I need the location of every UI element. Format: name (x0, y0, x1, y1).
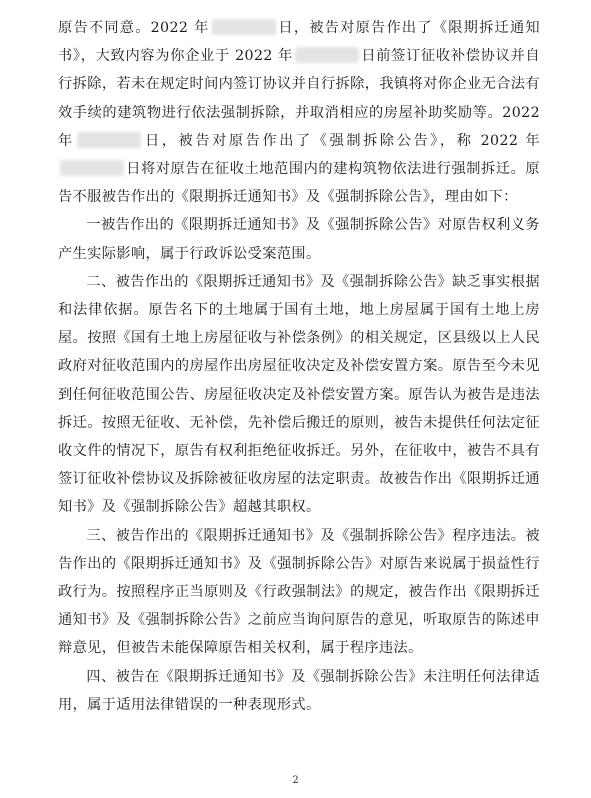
paragraph-point-four: 四、被告在《限期拆迁通知书》及《强制拆除公告》未注明任何法律适用，属于适用法律错误的一种表现形式。 (58, 668, 540, 713)
paragraph-point-two: 二、被告作出的《限期拆迁通知书》及《强制拆除公告》缺乏事实根据和法律依据。原告名下的土地属于国有土地，地上房屋属于国有土地上房屋。按照《国有土地上房屋征收与补偿条例》的相关规定，区县级以上人民政府对征收范围内的房屋作出房屋征收决定及补偿安置方案。原告至今未见到任何征收范围公告、房屋征收决定及补偿安置方案。原告认为被告是违法拆迁。按照无征收、无补偿，先补偿后搬迁的原则，被告未提供任何法定征收文件的情况下，原告有权利拒绝征收拆迁。另外，在征收中，被告不具有签订征收补偿协议及拆除被征收房屋的法定职责。故被告作出《限期拆迁通知书》及《强制拆除公告》超越其职权。 (58, 273, 540, 516)
text-segment: 日，被告对原告作出了《限期拆迁通知书》，大致内容为你企业于 2022 年 (58, 20, 540, 65)
page-number: 2 (292, 775, 299, 786)
paragraph-point-one: 一被告作出的《限期拆迁通知书》及《强制拆除公告》对原告权利义务产生实际影响，属于行政诉讼受案范围。 (58, 217, 540, 262)
redacted-date (212, 19, 276, 35)
paragraph-point-three: 三、被告作出的《限期拆迁通知书》及《强制拆除公告》程序违法。被告作出的《限期拆迁通知书》及《强制拆除公告》对原告来说属于损益性行政行为。按照程序正当原则及《行政强制法》的规定，被告作出《限期拆迁通知书》及《强制拆除公告》之前应当询问原告的意见，听取原告的陈述申辩意见，但被告未能保障原告相关权利，属于程序违法。 (58, 527, 540, 657)
text-segment: 日将对原告在征收土地范围内的建构筑物依法进行强制拆迁。原告不服被告作出的《限期拆迁通知书》及《强制拆除公告》，理由如下： (58, 161, 540, 206)
redacted-date (60, 160, 124, 176)
text-segment: 日，被告对原告作出了《强制拆除公告》，称 2022 年 (142, 132, 540, 149)
redacted-date (295, 47, 359, 63)
text-segment: 日前签订征收补偿协议并自行拆除，若未在规定时间内签订协议并自行拆除，我镇将对你企业无合法有效手续的建筑物进行依法强制拆除，并取消相应的房屋补助奖励等。2022 年 (58, 48, 540, 149)
document-body (58, 14, 540, 719)
paragraph-background (58, 14, 540, 211)
redacted-date (77, 132, 141, 148)
text-segment: 原告不同意。2022 年 (58, 20, 210, 36)
